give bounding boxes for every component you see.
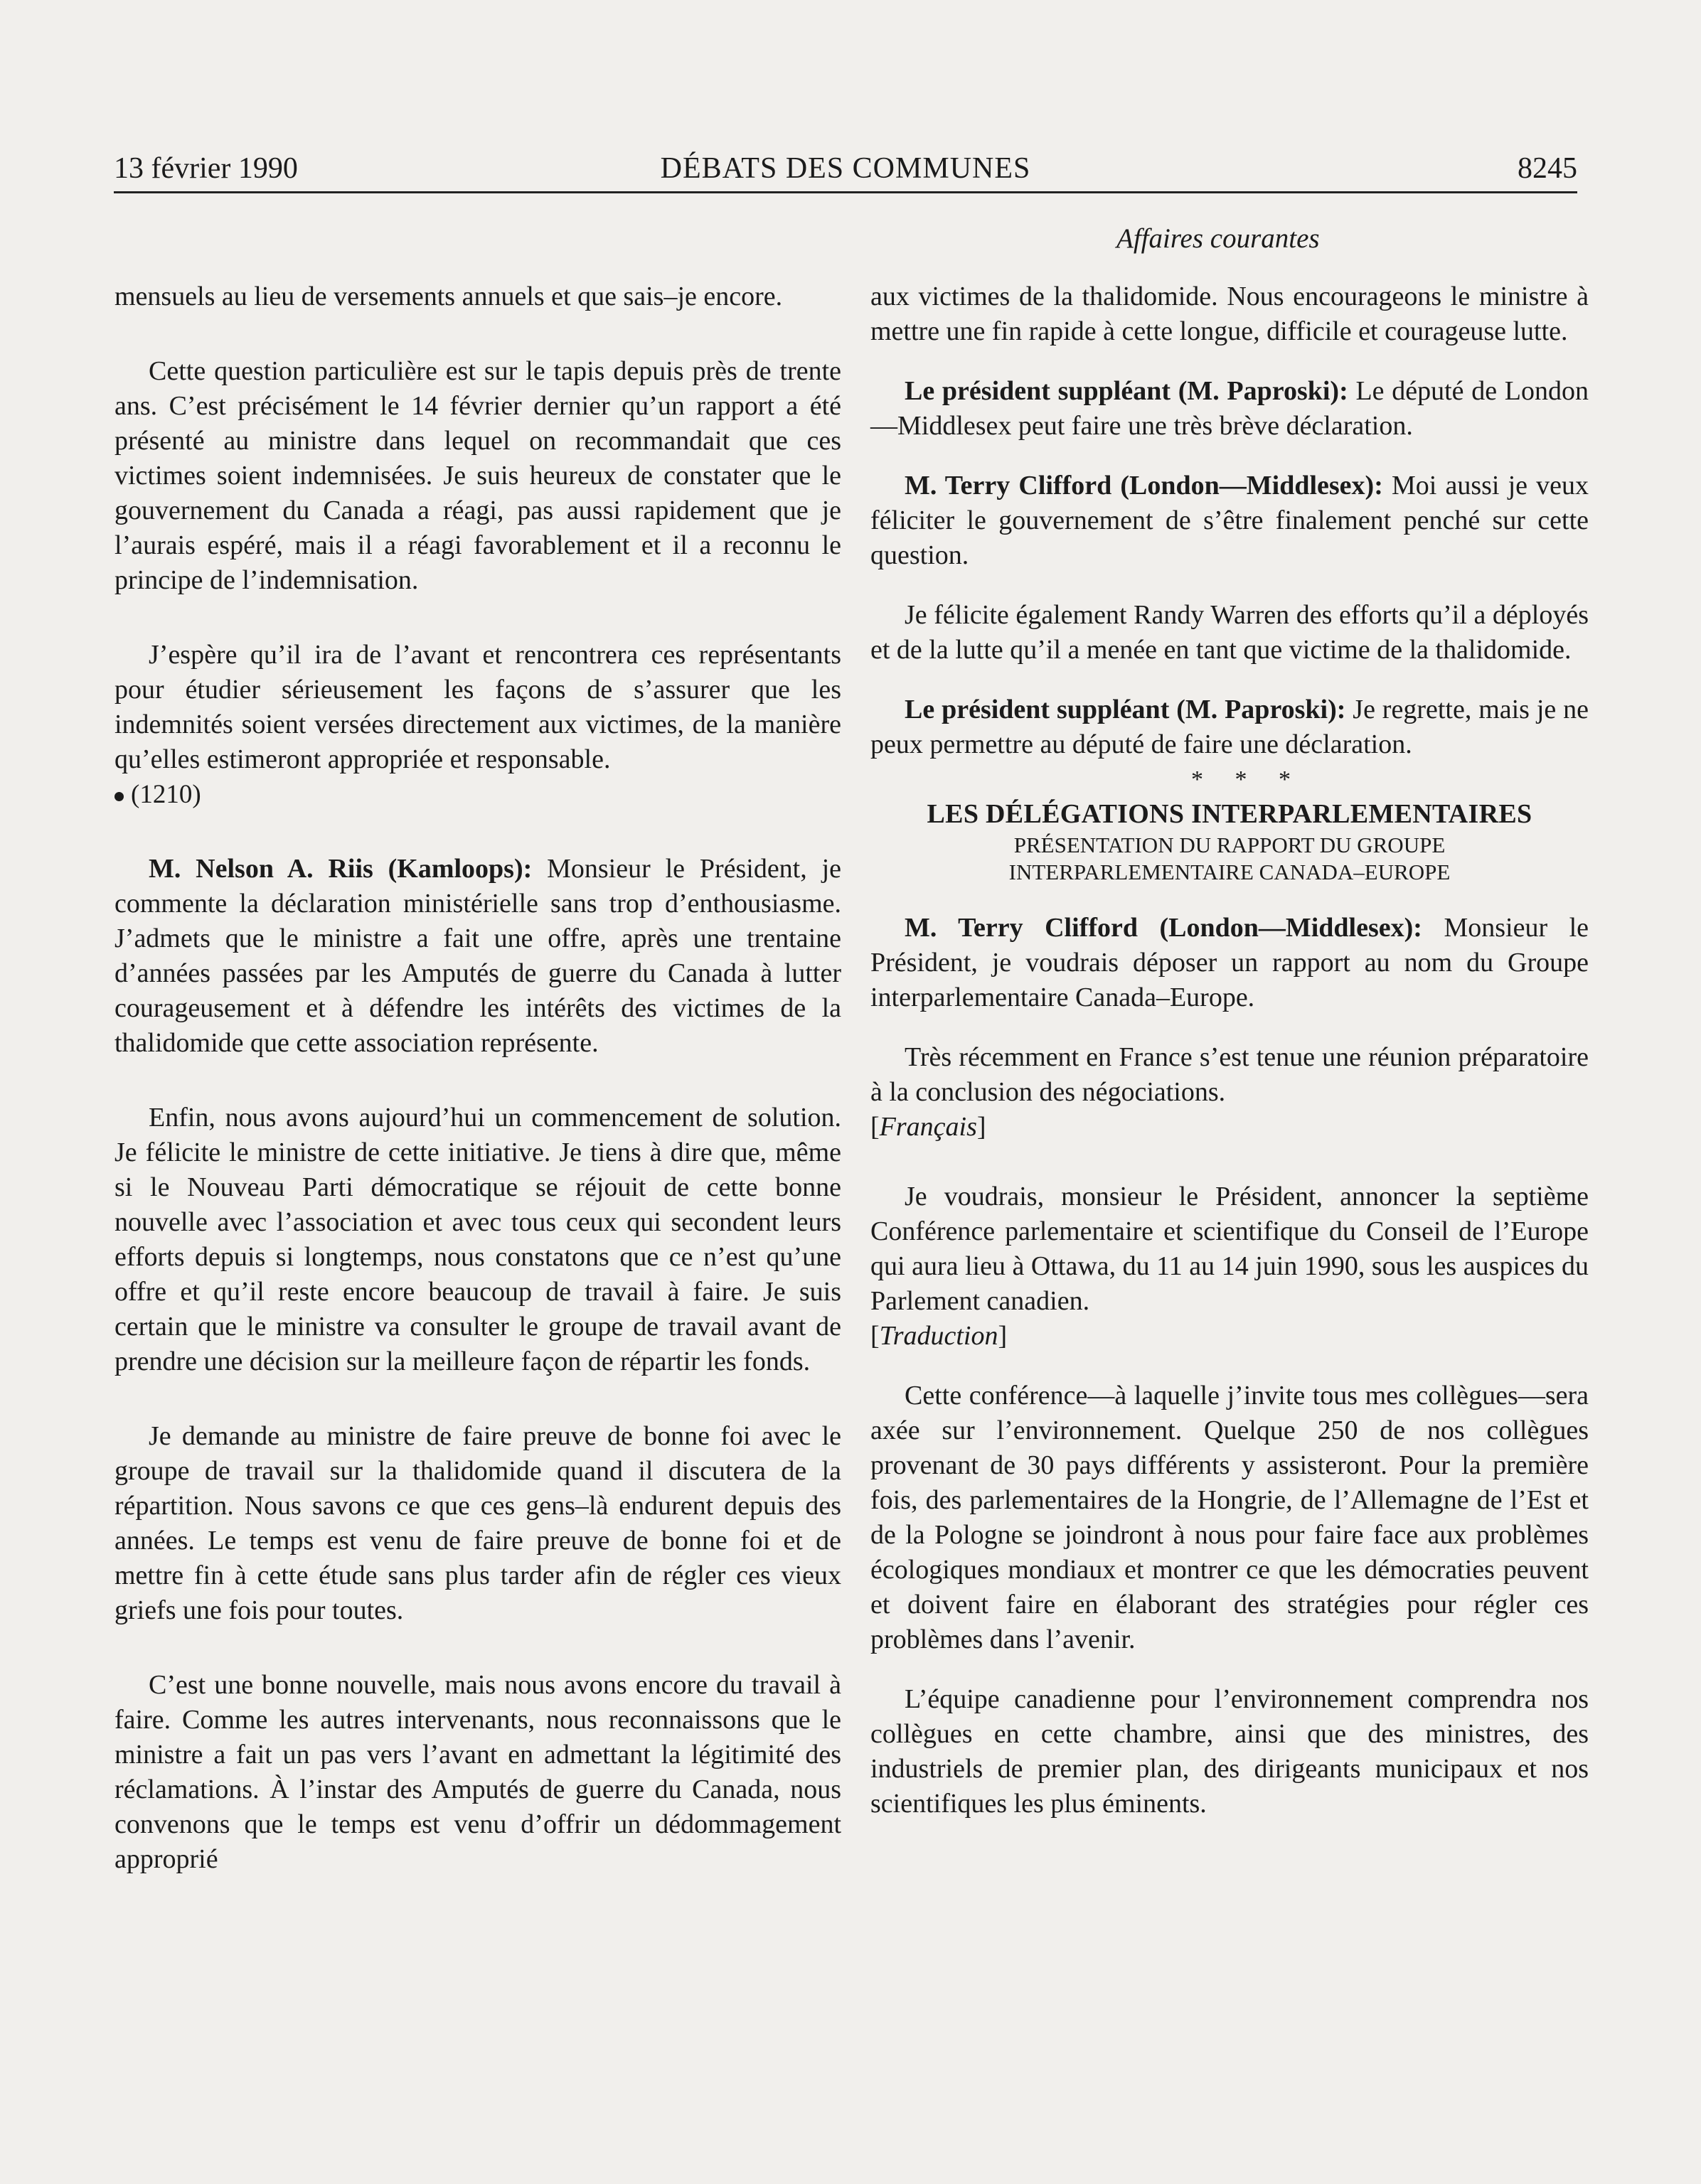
paragraph: J’espère qu’il ira de l’avant et rencontrera ces représentants pour étudier sérieusement les façons de s’assurer que les indemnités soient versées directement aux victimes, de la manière qu’elles estimeront appropriée et responsable. xyxy=(114,640,841,774)
paragraph: Je demande au ministre de faire preuve de bonne foi avec le groupe de travail sur la thalidomide quand il discutera de la répartition. Nous savons ce que ces gens–là endurent depuis des années. Le temps est venu de faire preuve de bonne foi et de mettre fin à cette étude sans plus tarder afin de régler ces vieux griefs une fois pour toutes. xyxy=(114,1421,841,1625)
speech-paragraph xyxy=(870,911,1589,1015)
speaker-name: Le président suppléant (M. Paproski): xyxy=(905,695,1346,724)
paragraph: mensuels au lieu de versements annuels et que sais–je encore. xyxy=(114,282,783,311)
section-heading: LES DÉLÉGATIONS INTERPARLEMENTAIRES xyxy=(927,799,1532,829)
language-tag-text: Traduction xyxy=(879,1321,998,1351)
header-title: DÉBATS DES COMMUNES xyxy=(660,152,1031,185)
paragraph: Cette conférence—à laquelle j’invite tous mes collègues—sera axée sur l’environnement. Quelque 250 de nos collègues provenant de 30 pays différents y assisteront. Pour la première fois, des parlementaires de la Hongrie, de l’Allemagne de l’Est et de la Pologne se joindront à nous pour faire face aux problèmes écologiques mondiaux et montrer ce que les démocraties peuvent et doivent faire en élaborant des stratégies pour régler ces problèmes dans l’avenir. xyxy=(870,1381,1589,1654)
time-marker xyxy=(114,777,841,812)
bullet-icon xyxy=(114,792,124,801)
speaker-name: M. Terry Clifford (London—Middlesex): xyxy=(905,913,1422,943)
speech-text: Le député de London—Middlesex peut faire une très brève déclaration. xyxy=(870,376,1589,441)
paragraph: L’équipe canadienne pour l’environnement comprendra nos collègues en cette chambre, ainsi que des ministres, des industriels de premier plan, des dirigeants municipaux et nos scientifiques les plus éminents. xyxy=(870,1684,1589,1819)
speech-text: Je regrette, mais je ne peux permettre au député de faire une déclaration. xyxy=(870,695,1589,759)
paragraph: Cette question particulière est sur le tapis depuis près de trente ans. C’est précisément le 14 février dernier qu’un rapport a été présenté au ministre dans lequel on recommandait que ces victimes soient indemnisées. Je suis heureux de constater que le gouvernement du Canada a réagi, pas aussi rapidement que je l’aurais espéré, mais il a réagi favorablement et il a reconnu le principe de l’indemnisation. xyxy=(114,356,841,595)
language-tag-text: Français xyxy=(879,1112,977,1142)
speaker-name: Le président suppléant (M. Paproski): xyxy=(905,376,1348,406)
speaker-name: M. Nelson A. Riis (Kamloops): xyxy=(149,854,533,884)
paragraph: aux victimes de la thalidomide. Nous encourageons le ministre à mettre une fin rapide à cette longue, difficile et courageuse lutte. xyxy=(870,282,1589,346)
speech-text: Monsieur le Président, je commente la déclaration ministérielle sans trop d’enthousiasme. J’admets que le ministre a fait une offre, après une trentaine d’années passées par les Amputés de guerre du Canada à lutter courageusement et à défendre les intérêts des victimes de la thalidomide que cette association représente. xyxy=(114,854,841,1058)
speech-paragraph xyxy=(870,692,1589,762)
paragraph: Je félicite également Randy Warren des efforts qu’il a déployés et de la lutte qu’il a menée en tant que victime de la thalidomide. xyxy=(870,600,1589,665)
language-tag: [Traduction] xyxy=(870,1321,1008,1351)
left-column xyxy=(114,279,841,1877)
right-column xyxy=(870,279,1589,1821)
section-separator: * * * xyxy=(1191,766,1303,793)
paragraph: C’est une bonne nouvelle, mais nous avons encore du travail à faire. Comme les autres intervenants, nous reconnaissons que le ministre a fait un pas vers l’avant en admettant la légitimité des réclamations. À l’instar des Amputés de guerre du Canada, nous convenons que le temps est venu d’offrir un dédommagement approprié xyxy=(114,1670,841,1874)
section-subheading-line1: PRÉSENTATION DU RAPPORT DU GROUPE xyxy=(1013,833,1446,857)
header-date: 13 février 1990 xyxy=(114,152,298,185)
page-header xyxy=(114,146,1577,193)
speech-paragraph xyxy=(870,374,1589,444)
speech-paragraph xyxy=(114,852,841,1061)
section-subheading-line2: INTERPARLEMENTAIRE CANADA–EUROPE xyxy=(1008,860,1451,884)
paragraph: Très récemment en France s’est tenue une réunion préparatoire à la conclusion des négociations. xyxy=(870,1042,1589,1107)
speech-paragraph xyxy=(870,469,1589,573)
time-marker-text: (1210) xyxy=(131,780,201,809)
section-label: Affaires courantes xyxy=(1116,223,1320,254)
paragraph: Enfin, nous avons aujourd’hui un commencement de solution. Je félicite le ministre de cette initiative. Je tiens à dire que, même si le Nouveau Parti démocratique se réjouit de cette bonne nouvelle avec l’association et avec tous ceux qui secondent leurs efforts depuis si longtemps, nous constatons que ce n’est qu’une offre et qu’il reste encore beaucoup de travail à faire. Je suis certain que le ministre va consulter le groupe de travail avant de prendre une décision sur la meilleure façon de répartir les fonds. xyxy=(114,1103,841,1376)
language-tag: [Français] xyxy=(870,1112,986,1142)
paragraph: Je voudrais, monsieur le Président, annoncer la septième Conférence parlementaire et scientifique du Conseil de l’Europe qui aura lieu à Ottawa, du 11 au 14 juin 1990, sous les auspices du Parlement canadien. xyxy=(870,1182,1589,1316)
speech-text: Moi aussi je veux féliciter le gouvernement de s’être finalement penché sur cette question. xyxy=(870,471,1589,570)
speaker-name: M. Terry Clifford (London—Middlesex): xyxy=(905,471,1383,500)
header-page-number: 8245 xyxy=(1518,152,1577,185)
speech-text: Monsieur le Président, je voudrais déposer un rapport au nom du Groupe interparlementaire Canada–Europe. xyxy=(870,913,1589,1012)
